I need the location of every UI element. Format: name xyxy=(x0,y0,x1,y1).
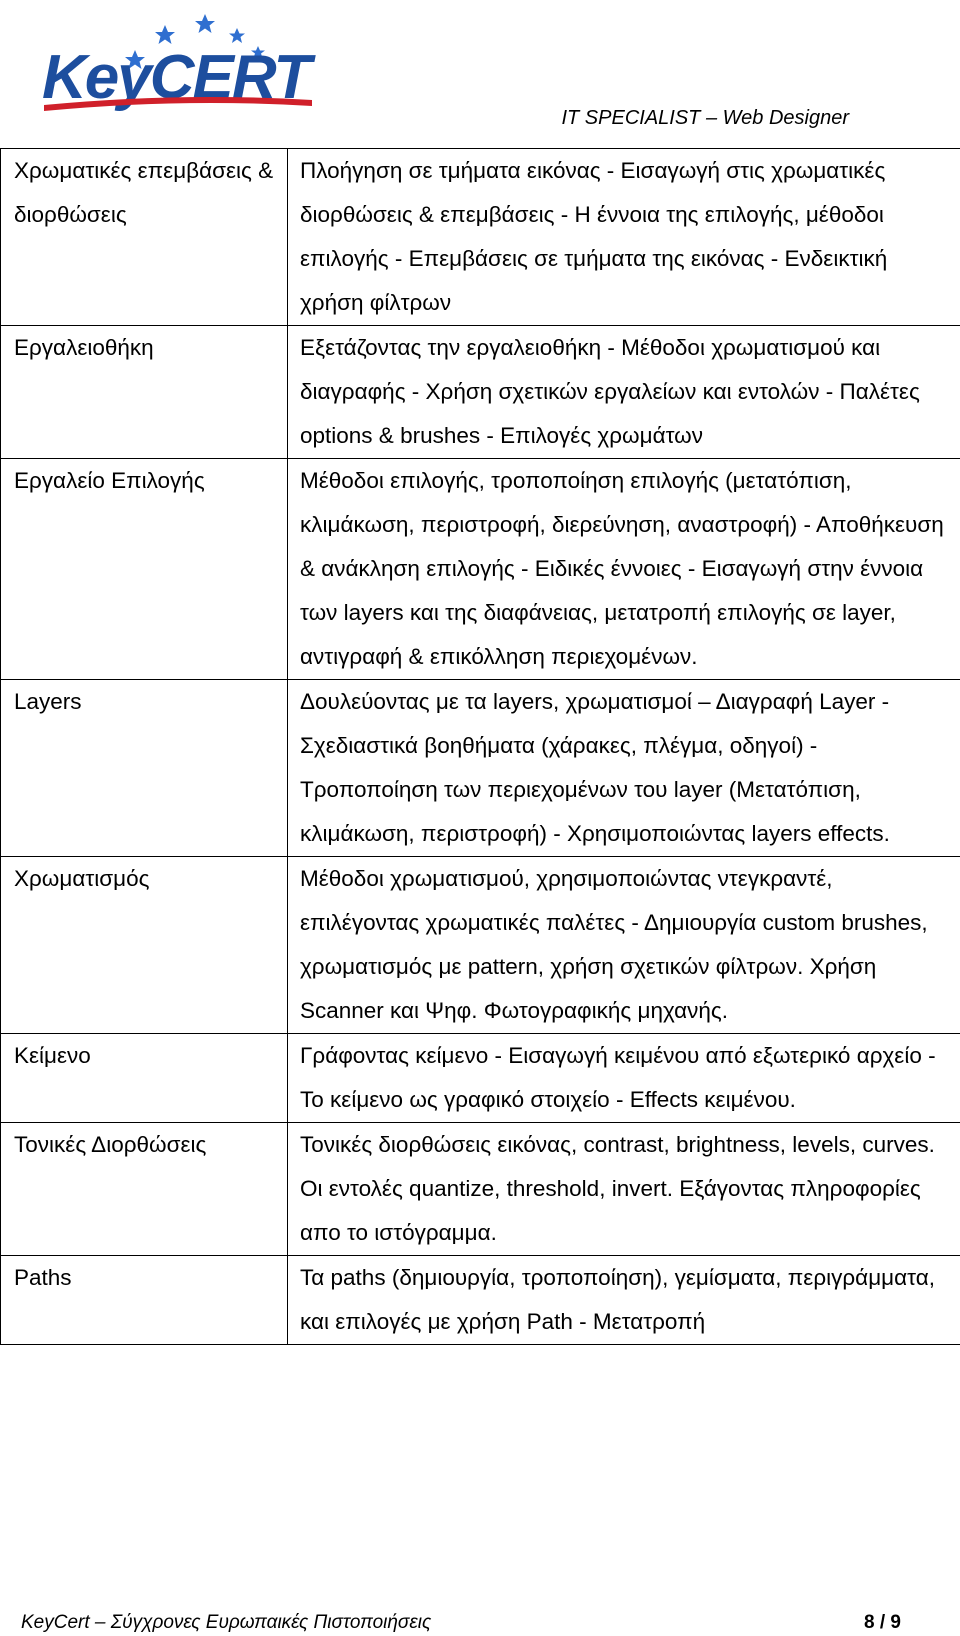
table-row xyxy=(1,1256,960,1345)
table-row xyxy=(1,680,960,857)
document-subtitle: IT SPECIALIST – Web Designer xyxy=(561,107,849,129)
description-cell: Τα paths (δημιουργία, τροποποίηση), γεμίσματα, περιγράμματα, και επιλογές με χρήση Path - Μετατροπή xyxy=(288,1256,960,1345)
keycert-logo xyxy=(40,8,330,118)
table-row xyxy=(1,326,960,459)
star-icon xyxy=(155,25,175,44)
logo-wordmark: KeyCERT xyxy=(42,43,310,112)
description-cell: Γράφοντας κείμενο - Εισαγωγή κειμένου από εξωτερικό αρχείο - Το κείμενο ως γραφικό στοιχείο - Effects κειμένου. xyxy=(288,1034,960,1123)
star-icon xyxy=(229,28,245,43)
description-cell: Μέθοδοι χρωματισμού, χρησιμοποιώντας ντεγκραντέ, επιλέγοντας χρωματικές παλέτες - Δημιουργία custom brushes, χρωματισμός με pattern, χρήση σχετικών φίλτρων. Χρήση Scanner και Ψηφ. Φωτογραφικής μηχανής. xyxy=(288,857,960,1034)
table-row xyxy=(1,1123,960,1256)
topic-cell: Εργαλείο Επιλογής xyxy=(1,459,288,680)
topic-cell: Κείμενο xyxy=(1,1034,288,1123)
keycert-logo-graphic xyxy=(40,8,330,118)
page-number: 8 / 9 xyxy=(864,1612,901,1633)
table-row xyxy=(1,1034,960,1123)
description-cell: Μέθοδοι επιλογής, τροποποίηση επιλογής (μετατόπιση, κλιμάκωση, περιστροφή, διερεύνηση, αναστροφή) - Αποθήκευση & ανάκληση επιλογής - Ειδικές έννοιες - Εισαγωγή στην έννοια των layers και της διαφάνειας, μετατροπή επιλογής σε layer, αντιγραφή & επικόλληση περιεχομένων. xyxy=(288,459,960,680)
topic-cell: Τονικές Διορθώσεις xyxy=(1,1123,288,1256)
description-cell: Εξετάζοντας την εργαλειοθήκη - Μέθοδοι χρωματισμού και διαγραφής - Χρήση σχετικών εργαλείων και εντολών - Παλέτες options & brushes - Επιλογές χρωμάτων xyxy=(288,326,960,459)
table-row xyxy=(1,857,960,1034)
table-row xyxy=(1,149,960,326)
syllabus-table xyxy=(0,148,960,1345)
topic-cell: Paths xyxy=(1,1256,288,1345)
star-icon xyxy=(195,14,215,33)
description-cell: Πλοήγηση σε τμήματα εικόνας - Εισαγωγή στις χρωματικές διορθώσεις & επεμβάσεις - Η έννοια της επιλογής, μέθοδοι επιλογής - Επεμβάσεις σε τμήματα της εικόνας - Ενδεικτική χρήση φίλτρων xyxy=(288,149,960,326)
topic-cell: Εργαλειοθήκη xyxy=(1,326,288,459)
table-row xyxy=(1,459,960,680)
topic-cell: Χρωματικές επεμβάσεις & διορθώσεις xyxy=(1,149,288,326)
description-cell: Δουλεύοντας με τα layers, χρωματισμοί – Διαγραφή Layer - Σχεδιαστικά βοηθήματα (χάρακες, πλέγμα, οδηγοί) - Τροποποίηση των περιεχομένων του layer (Μετατόπιση, κλιμάκωση, περιστροφή) - Χρησιμοποιώντας layers effects. xyxy=(288,680,960,857)
footer-company: KeyCert – Σύγχρονες Ευρωπαικές Πιστοποιήσεις xyxy=(21,1612,432,1633)
topic-cell: Χρωματισμός xyxy=(1,857,288,1034)
description-cell: Τονικές διορθώσεις εικόνας, contrast, brightness, levels, curves. Οι εντολές quantize, threshold, invert. Εξάγοντας πληροφορίες απο το ιστόγραμμα. xyxy=(288,1123,960,1256)
topic-cell: Layers xyxy=(1,680,288,857)
